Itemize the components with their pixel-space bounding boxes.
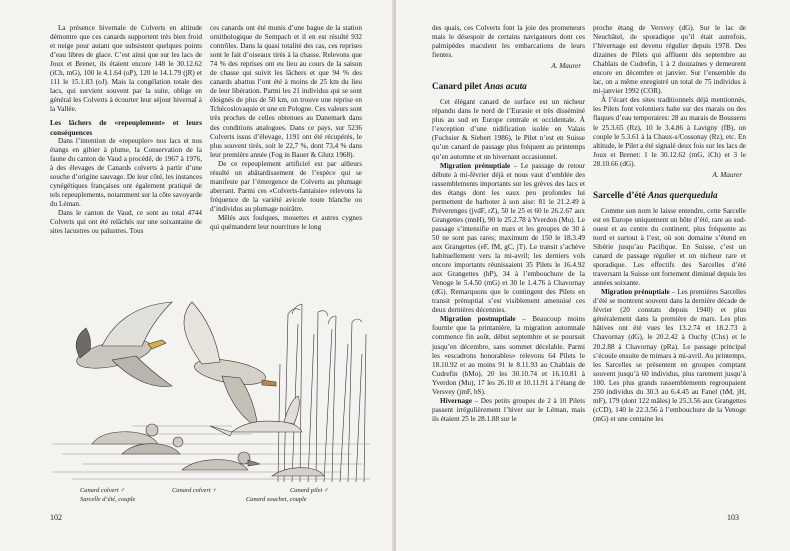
species-title	[432, 80, 585, 92]
paragraph: Mêlés aux foulques, mouettes et autres cygnes qui quémandent leur nourriture le long	[210, 213, 362, 232]
subsection-lead: Migration prénuptiale	[601, 288, 670, 297]
page-number-left: 102	[50, 513, 62, 522]
left-page	[0, 0, 394, 551]
paragraph: À l’écart des sites traditionnels déjà mentionnés, les Pilets font volontiers halte sur des marais ou des flaques d’eau temporaires: 28 au marais de Boussens le 25.3.65 (Rz), 10 le 3.4.86 à Lavigny (fB), un couple le 5.3.61 à la Chaux-s/Cossonay (Rz), etc. En altitude, le Pilet a été signalé deux fois sur les lacs de Joux et Brenet: 1 le 30.12.62 (mG, iCh) et 3 le 28.10.66 (dG).	[593, 96, 746, 168]
caption-mallard-hen: Canard colvert ♀	[172, 487, 218, 494]
right-column-1	[432, 24, 585, 424]
page-number-right: 103	[727, 513, 739, 522]
species-name: Sarcelle d’été	[593, 189, 646, 200]
section-heading: Les lâchers de «repeuplement» et leurs conséquences	[50, 118, 202, 137]
subsection-lead: Hivernage	[440, 396, 472, 405]
paragraph	[593, 288, 746, 424]
paragraph: Cet élégant canard de surface est un nicheur répandu dans le nord de l’Eurasie et très disséminé plus au sud en Europe centrale et occidentale. À l’exception d’une nidification isolée en Valais (Fuchsier & Siebert 1986), le Pilet n’est en Suisse qu’un canard de passage plus fréquent au printemps qu’en automne et un hivernant occasionnel.	[432, 98, 585, 161]
paragraph: ces canards ont été munis d’une bague de la station ornithologique de Sempach et il en est résulté 932 contrôles. Dans la quasi totalité des cas, ces reprises sont le fait d’oiseaux tirés à la chasse. Relevons que 74 % des reprises ont eu lieu au cours de la saison de chasse qui suivit les lâchers et que 94 % des canards abattus l’ont été à moins de 25 km du lieu de leur libération. Parmi les 21 individus qui se sont éloignés de plus de 50 km, on trouve une reprise en Tchécoslovaquie et une en Pologne. Ces valeurs sont très proches de celles obtenues au Danemark dans des conditions analogues. Dans ce pays, sur 5236 Colverts issus d’élevage, 1191 ont été récupérés, le plus souvent tirés, soit le 22,7 %, dont 73,4 % dans leur première année (Fog in Bauer & Glutz 1968).	[210, 24, 362, 159]
teal-couple-drawing	[92, 424, 183, 454]
duck-illustration	[52, 294, 370, 484]
reeds-drawing	[278, 304, 366, 482]
caption-shoveler-couple: Canard souchet, couple	[246, 496, 307, 503]
species-title	[593, 189, 746, 201]
paragraph	[432, 315, 585, 396]
paragraph: De ce repeuplement artificiel est par ailleurs résulté un abâtardissement de l’espèce qui se manifeste par l’émergence de Colverts au plumage aberrant. Parmi ces «Colverts-fantaisie» relevons la fréquence de la variété avicole toute blanche ou d’individus au plumage noirâtre.	[210, 159, 362, 213]
paragraph: proche étang de Versvey (dG). Sur le lac de Neuchâtel, de sporadique qu’il était autrefois, l’hivernage est devenu régulier depuis 1978. Des dizaines de Pilets qui affluent dès septembre au Chablais de Cudrefin, 1 à 2 douzaines y demeurent encore en décembre et janvier. Sur l’ensemble du lac, on a même enregistré un total de 75 individus à mi-janvier 1992 (COR).	[593, 24, 746, 96]
paragraph-text: – Le passage de retour débute à mi-février déjà et nous vaut d’emblée des rassemblements importants sur les grèves des lacs et des étangs dont les eaux peu profondes lui permettent de barboter à son aise: 81 le 21.2.49 à Préverenges (jvdF, rZ), 50 le 25 et 60 le 26.2.67 aux Grangettes (mnH), 90 le 25.2.78 à Yverdon (Mu). Le passage s’intensifie en mars et les groupes de 30 à 50 ne sont pas rares; maximum de 150 le 18.3.49 aux Grangettes (eF, fM, gC, jT). Le transit s’achève habituellement vers la mi-avril; les derniers vols encore importants réunissaient 35 Pilets le 16.4.92 aux Grangettes (bP), 34 à l’embouchure de la Venoge le 5.4.50 (mG) et 30 le 1.4.76 à Chavornay (dG). Remarquons que le contingent des Pilets en transit prénuptial s’est visiblement amenuisé ces deux dernières décennies.	[432, 161, 585, 315]
paragraph-text: – Les premières Sarcelles d’été se montrent souvent dans la dernière décade de février (20 constats depuis 1940) et plus généralement dans la première de mars. Les plus hâtives ont été vues les 13.2.74 et 18.2.73 à Chavornay (dG), le 20.2.42 à Ouchy (Chx) et le 20.2.88 à Chavornay (pRa). Le passage principal s’écoule ensuite de mimars à mi-avril. Au printemps, les Sarcelles se présentent en groupes comptant souvent jusqu’à 60 individus, plus rarement jusqu’à 100. Les plus grands rassemblements regroupaient 250 individus du 30.3 au 6.4.45 au Fanel (hM, jH, mF), 179 (dont 122 mâles) le 25.3.56 aux Grangettes (cCD), 140 le 22.3.56 à l’embouchure de la Venoge (mG) et une centaine les	[593, 288, 747, 423]
right-column-2	[593, 24, 746, 424]
paragraph: La présence hivernale de Colverts en altitude démontre que ces canards supportent très bien froid et neige pour autant que subsistent quelques points d’eau libres de glace. C’est ainsi que sur les lacs de Joux et Brenet, ils étaient encore 148 le 30.12.62 (iCh, mG), 100 le 4.1.64 (oP), 120 le 14.1.79 (jR) et 111 le 15.1.83 (oJ). Mais la congélation totale des lacs, qui survient souvent par la suite, oblige en général les Colverts à écourter leur séjour hivernal à la Vallée.	[50, 24, 202, 114]
species-latin-name: Anas acuta	[484, 81, 527, 92]
paragraph: Dans l’intention de «repeupler» nos lacs et nos étangs en gibier à plume, la Conservation de la faune du canton de Vaud a procédé, de 1967 à 1976, à des élevages de Canards colverts à partir d’une souche d’origine sauvage. De leur côté, les instances cynégétiques françaises ont également pratiqué de tels repeuplements, notamment sur la côte savoyarde du Léman.	[50, 136, 202, 208]
paragraph	[432, 397, 585, 424]
species-latin-name: Anas querquedula	[647, 189, 718, 200]
left-column-2	[210, 24, 362, 232]
left-column-1	[50, 24, 202, 236]
species-name: Canard pilet	[432, 81, 482, 92]
paragraph: Dans le canton de Vaud, ce sont au total 4744 Colverts qui ont été relâchés sur une soixantaine de sites lacustres ou palustres. Tous	[50, 208, 202, 236]
paragraph: des quais, ces Colverts font la joie des promeneurs mais le désespoir de certains navigateurs dont ces palmipèdes maculent les embarcations de leurs fientes.	[432, 24, 585, 60]
subsection-lead: Migration prénuptiale	[440, 161, 511, 170]
paragraph: Comme son nom le laisse entendre, cette Sarcelle est en Europe uniquement un hôte d’été, rare au sud-ouest et au centre du continent, plus fréquente au nord et surtout à l’est, où son domaine s’étend en Sibérie jusqu’au Pacifique. En Suisse, c’est un canard de passage régulier et un nicheur rare et sporadique. Les effectifs des Sarcelles d’été traversant la Suisse ont fortement diminué depuis les années soixante.	[593, 206, 746, 288]
paragraph	[432, 162, 585, 316]
caption-pintail-drake: Canard pilet ♂	[290, 487, 329, 494]
caption-teal-couple: Sarcelle d’été, couple	[80, 496, 136, 503]
paragraph-text: – Des petits groupes de 2 à 10 Pilets passent irrégulièrement l’hiver sur le Léman, mais ils étaient 25 le 28.1.88 sur le	[432, 396, 585, 423]
paragraph-text: – Beaucoup moins fournie que la printanière, la migration automnale commence fin août, début septembre et se poursuit jusqu’en décembre, sans sommet décelable. Parmi les «escadrons honorables» relevons 64 Pilets le 18.10.92 et au moins 91 le 8.11.93 au Chablais de Cudrefin (bMo), 20 les 30.10.74 et 16.10.81 à Yverdon (Mu), 17 les 26.10 et 10.11.91 à l’étang de Versvey (jmF, bS).	[432, 315, 585, 396]
subsection-lead: Migration postnuptiale	[440, 315, 516, 324]
mallard-hen-drawing	[184, 302, 276, 428]
author-signature: A. Maurer	[712, 170, 742, 179]
mallard-drake-drawing	[74, 302, 172, 386]
caption-mallard-drake: Canard colvert ♂	[80, 487, 126, 494]
author-signature: A. Maurer	[551, 62, 581, 71]
